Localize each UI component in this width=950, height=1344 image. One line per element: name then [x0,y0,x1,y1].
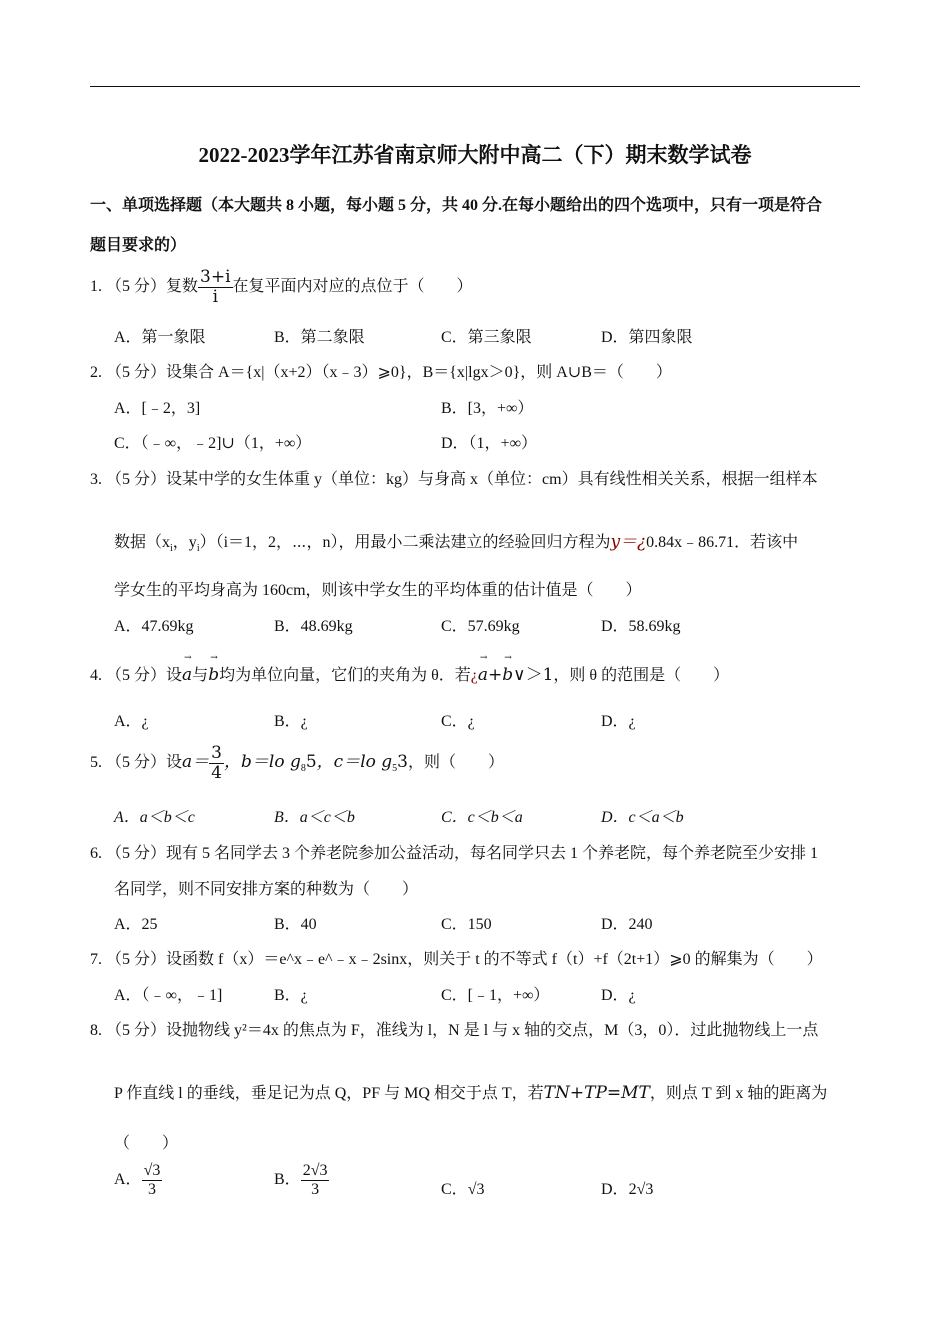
option-d: D．c＜a＜b [601,809,684,826]
option-b: B．a＜c＜b [274,809,355,826]
option-c: C．第三象限 [441,329,532,346]
option-a: A．[﹣2，3] [114,400,201,417]
question-2: 2. （5 分）设集合 A＝{x|（x+2）（x﹣3）⩾0}，B＝{x|lgx＞0}，则 A∪B＝（ ） [90,364,672,381]
option-a: A．¿ [114,713,149,730]
question-5: 5. （5 分）设a＝ $\frac{3}{4}$ ，b＝lo $g_85$，c＝lo $g_53$，则（ ） [90,743,504,783]
header-rule [90,86,860,87]
question-6-line2: 名同学，则不同安排方案的种数为（ ） [114,881,419,898]
option-d: D．第四象限 [601,329,693,346]
option-b: B．40 [274,916,317,933]
option-c: C．（﹣∞，﹣2]∪（1，+∞） [114,435,312,452]
fraction: $\frac{√3}{3}$ [143,1162,161,1198]
question-8-line3: （ ） [114,1135,179,1152]
option-c: C．c＜b＜a [441,809,523,826]
option-c: C．¿ [441,713,475,730]
question-8-line2: P 作直线 l 的垂线，垂足记为点 Q，PF 与 MQ 相交于点 T，若TN+TP=MT，则点 T 到 x 轴的距离为 [114,1083,828,1103]
option-b: B．¿ [274,713,308,730]
option-a: A． $\frac{√3}{3}$ [114,1162,161,1198]
option-a: A．a＜b＜c [114,809,195,826]
fraction: $\frac{3+i}{i}$ [200,267,231,307]
option-c: C．57.69kg [441,618,520,635]
option-d: D．58.69kg [601,618,681,635]
option-d: D．¿ [601,987,636,1004]
option-b: B． $\frac{2√3}{3}$ [274,1162,328,1198]
vector-equation: TN+TP=MT [543,1083,650,1103]
fraction: $\frac{3}{4}$ [211,743,222,783]
question-3-line3: 学女生的平均身高为 160cm，则该中学女生的平均体重的估计值是（ ） [114,582,642,599]
option-b: B．[3，+∞） [441,400,534,417]
option-c: C．[﹣1，+∞） [441,987,550,1004]
question-6: 6. （5 分）现有 5 名同学去 3 个养老院参加公益活动，每名同学只去 1 个养老院，每个养老院至少安排 1 [90,845,819,862]
option-a: A．（﹣∞，﹣1] [114,987,223,1004]
option-d: D．（1，+∞） [441,435,537,452]
page-title: 2022-2023学年江苏省南京师大附中高二（下）期末数学试卷 [198,143,752,167]
option-b: B．¿ [274,987,308,1004]
question-1: 1. （5 分）复数 $\frac{3+i}{i}$ 在复平面内对应的点位于（ ） [90,267,473,307]
option-c: C．150 [441,916,492,933]
section-heading-cont: 题目要求的） [90,237,187,254]
option-a: A．47.69kg [114,618,194,635]
section-heading: 一、单项选择题（本大题共 8 小题，每小题 5 分，共 40 分.在每小题给出的四个选项中，只有一项是符合 [90,197,823,214]
option-d: D．240 [601,916,653,933]
option-d: D．2√3 [601,1181,654,1198]
fraction: $\frac{2√3}{3}$ [302,1162,328,1198]
question-7: 7. （5 分）设函数 f（x）＝e^x﹣e^﹣x﹣2sinx，则关于 t 的不等式 f（t）+f（2t+1）⩾0 的解集为（ ） [90,951,823,968]
question-4: 4. （5 分）设→ a与→ b均为单位向量，它们的夹角为 θ．若¿→ a+→ b∨＞1，则 θ 的范围是（ ） [90,660,729,685]
option-b: B．第二象限 [274,329,365,346]
option-c: C．√3 [441,1181,485,1198]
option-a: A．第一象限 [114,329,206,346]
option-b: B．48.69kg [274,618,353,635]
question-8: 8. （5 分）设抛物线 y²＝4x 的焦点为 F，准线为 l，N 是 l 与 x 轴的交点，M（3，0）．过此抛物线上一点 [90,1022,819,1039]
question-3: 3. （5 分）设某中学的女生体重 y（单位：kg）与身高 x（单位：cm）具有线性相关关系，根据一组样本 [90,471,818,488]
question-3-line2: 数据（$x_i$，$y_i)(i=1$，2，⋯，n），用最小二乘法建立的经验回归方程为y＝¿0.84x﹣86.71．若该中 [114,532,799,555]
option-a: A．25 [114,916,158,933]
option-d: D．¿ [601,713,636,730]
